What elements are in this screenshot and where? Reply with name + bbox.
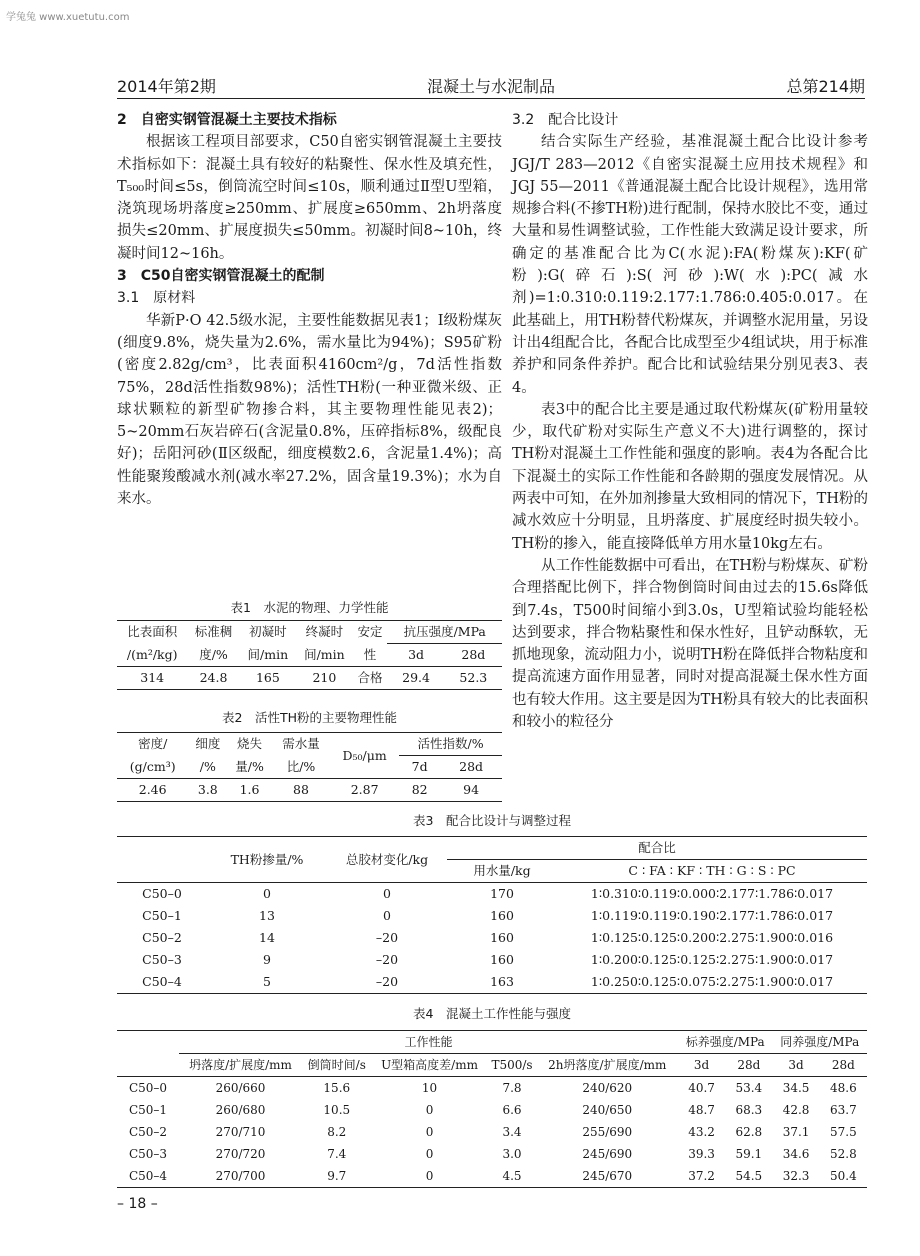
table-row — [117, 1165, 867, 1188]
table-cell: 68.3 — [735, 1103, 763, 1117]
table-cell: 抗压强度/MPa — [387, 621, 502, 644]
table-cell: 0 — [425, 1169, 434, 1183]
watermark: 学兔兔 www.xuetutu.com — [6, 12, 130, 23]
table-4 — [117, 1030, 867, 1188]
table-row — [117, 1099, 867, 1121]
table-row — [117, 883, 867, 906]
table-cell: 24.8 — [199, 670, 228, 685]
table-cell: 间/min — [247, 646, 289, 662]
table-cell: 28d — [737, 1058, 761, 1072]
table-cell: 270/710 — [215, 1125, 266, 1139]
table-cell: TH粉掺量/% — [230, 851, 304, 867]
table-cell: C50–2 — [128, 1125, 168, 1139]
table-cell: 14 — [259, 930, 275, 945]
page-header — [117, 72, 865, 99]
table-cell: 245/690 — [582, 1147, 633, 1161]
table-cell: 270/720 — [215, 1147, 266, 1161]
table-cell: 28d — [461, 647, 486, 662]
table-cell: 用水量/kg — [473, 863, 531, 878]
right-column — [512, 109, 868, 733]
table-cell: C50–0 — [142, 886, 182, 901]
table-cell: 1∶0.310∶0.119∶0.000∶2.177∶1.786∶0.017 — [590, 886, 834, 901]
table-cell: 0 — [383, 886, 391, 901]
table-cell: 270/700 — [215, 1169, 266, 1183]
table-cell: 标养强度/MPa — [678, 1031, 773, 1054]
table-cell: 性 — [363, 646, 377, 662]
table-cell: 3.8 — [197, 782, 218, 797]
section-3-2-title: 3.2 配合比设计 — [512, 112, 619, 128]
table-cell: 细度 — [195, 736, 221, 752]
table-cell: 1.6 — [239, 782, 260, 797]
table-cell: –20 — [375, 952, 399, 967]
table-cell: 3d — [408, 647, 425, 662]
section-3-1-paragraph: 华新P·O 42.5级水泥，主要性能数据见表1；Ⅰ级粉煤灰(细度9.8%，烧失量为2.6%，需水量比为94%)；S95矿粉(密度2.82g/cm³，比表面积4160cm²/g，7d活性指数75%，28d活性指数98%)；活性TH粉(一种亚微米级、正球状颗粒的新型矿物掺合料，其主要物理性能见表2)；5~20mm石灰岩碎石(含泥量0.8%，压碎指标8%，级配良好)；岳阳河砂(Ⅱ区级配，细度模数2.6，含泥量1.4%)；高性能聚羧酸减水剂(减水率27.2%，固含量19.3%)；水为自来水。 — [117, 312, 502, 508]
table-cell: 52.8 — [829, 1147, 857, 1161]
table-cell: 9.7 — [327, 1169, 347, 1183]
table-cell: 160 — [490, 930, 514, 945]
table-cell: 34.5 — [782, 1081, 810, 1095]
table-cell: 245/670 — [582, 1169, 633, 1183]
table-cell: 3.0 — [502, 1147, 522, 1161]
table-3 — [117, 836, 867, 994]
table-cell: 2.46 — [138, 782, 167, 797]
table-row — [117, 1121, 867, 1143]
table-cell: 1∶0.250∶0.125∶0.075∶2.275∶1.900∶0.017 — [590, 974, 834, 989]
issue-label: 2014年第2期 — [117, 77, 216, 96]
table-2-caption: 表2 活性TH粉的主要物理性能 — [222, 710, 397, 725]
table-cell: 39.3 — [688, 1147, 715, 1161]
table-cell: 总胶材变化/kg — [345, 851, 429, 867]
table-cell: 13 — [259, 908, 275, 923]
table-cell: 5 — [263, 974, 271, 989]
section-2-title: 2 自密实钢管混凝土主要技术指标 — [117, 112, 337, 128]
table-cell: /(m²/kg) — [126, 646, 178, 662]
table-cell: 0 — [425, 1147, 434, 1161]
table-row — [117, 905, 867, 927]
table-cell: 0 — [383, 908, 391, 923]
table-cell: 34.6 — [782, 1147, 810, 1161]
table-cell: 50.4 — [829, 1169, 857, 1183]
table-cell: 烧失 — [237, 736, 263, 752]
table-cell: 32.3 — [782, 1169, 810, 1183]
table-cell: 需水量 — [282, 736, 320, 752]
table-cell: 配合比 — [447, 837, 867, 860]
table-cell: 28d — [459, 759, 484, 774]
table-cell: 210 — [312, 670, 337, 685]
table-cell: 94 — [463, 782, 480, 797]
page-number: – 18 – — [117, 1196, 158, 1212]
table-cell: 同养强度/MPa — [772, 1031, 867, 1054]
table-cell: –20 — [375, 974, 399, 989]
table-cell: 比表面积 — [127, 624, 178, 640]
table-cell: 15.6 — [323, 1081, 351, 1095]
table-cell: 标准稠 — [194, 624, 233, 640]
table-cell: 量/% — [235, 758, 264, 774]
table-cell: 82 — [411, 782, 428, 797]
table-row — [117, 949, 867, 971]
table-cell: C50–1 — [142, 908, 182, 923]
table-cell: 1∶0.125∶0.125∶0.200∶2.275∶1.900∶0.016 — [590, 930, 834, 945]
table-cell: 3.4 — [502, 1125, 522, 1139]
table-cell: 7.4 — [327, 1147, 347, 1161]
table-cell: 160 — [490, 952, 514, 967]
table-cell: 52.3 — [459, 670, 488, 685]
table-cell: 工作性能 — [179, 1031, 678, 1054]
table-cell: 10 — [421, 1081, 438, 1095]
table-row — [117, 927, 867, 949]
table-cell: C50–4 — [128, 1169, 168, 1183]
table-cell: 163 — [490, 974, 514, 989]
table-cell: 42.8 — [782, 1103, 810, 1117]
table-1 — [117, 620, 502, 690]
table-cell: 255/690 — [582, 1125, 633, 1139]
table-cell: C50–4 — [142, 974, 182, 989]
total-issue-label: 总第214期 — [786, 77, 865, 96]
left-column — [117, 109, 502, 510]
table-cell: 37.1 — [782, 1125, 810, 1139]
table-cell: 48.7 — [688, 1103, 715, 1117]
table-cell: 48.6 — [829, 1081, 857, 1095]
section-3-1-title: 3.1 原材料 — [117, 290, 196, 307]
table-cell: 240/620 — [582, 1081, 633, 1095]
table-cell: 28d — [831, 1058, 855, 1072]
table-3-caption: 表3 配合比设计与调整过程 — [413, 813, 571, 828]
table-row — [117, 667, 502, 690]
table-cell: 2.87 — [350, 782, 379, 797]
table-cell: C50–0 — [128, 1081, 168, 1095]
table-cell: 倒筒时间/s — [307, 1058, 366, 1072]
table-cell: 安定 — [357, 624, 383, 640]
table-cell: 坍落度/扩展度/mm — [189, 1058, 292, 1072]
table-cell: 43.2 — [688, 1125, 715, 1139]
table-cell: 2h坍落度/扩展度/mm — [548, 1058, 667, 1072]
table-cell: 初凝时 — [249, 624, 287, 640]
table-cell: 260/680 — [215, 1103, 266, 1117]
table-cell: 密度/ — [138, 736, 168, 752]
table-cell: 1∶0.119∶0.119∶0.190∶2.177∶1.786∶0.017 — [590, 908, 834, 923]
table-cell: 165 — [255, 670, 280, 685]
table-cell: C ∶ FA ∶ KF ∶ TH ∶ G ∶ S ∶ PC — [628, 863, 796, 878]
table-row — [117, 1143, 867, 1165]
table-cell: 29.4 — [402, 670, 430, 685]
table-cell: 37.2 — [688, 1169, 715, 1183]
table-cell: C50–2 — [142, 930, 182, 945]
table-cell: 9 — [263, 952, 271, 967]
table-cell: 53.4 — [735, 1081, 763, 1095]
table-cell: 170 — [490, 886, 514, 901]
table-cell: 终凝时 — [305, 624, 344, 640]
table-cell: (g/cm³) — [129, 758, 176, 774]
table-cell: 3d — [788, 1058, 804, 1072]
table-cell — [117, 837, 207, 883]
table-cell: 活性指数/% — [399, 733, 502, 756]
table-cell: 比/% — [286, 758, 316, 774]
table-1-caption: 表1 水泥的物理、力学性能 — [230, 600, 389, 615]
table-cell: C50–3 — [128, 1147, 168, 1161]
table-cell: 59.1 — [735, 1147, 763, 1161]
table-row — [117, 1077, 867, 1100]
table-cell: 10.5 — [323, 1103, 351, 1117]
table-cell: T500/s — [491, 1058, 533, 1072]
table-cell: 3d — [693, 1058, 710, 1072]
table-4-caption: 表4 混凝土工作性能与强度 — [413, 1006, 571, 1021]
table-cell: 40.7 — [688, 1081, 715, 1095]
table-cell: 8.2 — [327, 1125, 347, 1139]
table-cell: /% — [199, 758, 216, 774]
table-cell: 7d — [411, 759, 428, 774]
table-row — [117, 779, 502, 802]
table-cell: 0 — [425, 1103, 434, 1117]
section-3-title: 3 C50自密实钢管混凝土的配制 — [117, 268, 325, 285]
table-cell: D₅₀/μm — [342, 747, 387, 763]
table-row — [117, 971, 867, 994]
table-cell: 88 — [293, 782, 309, 797]
table-cell: 1∶0.200∶0.125∶0.125∶2.275∶1.900∶0.017 — [590, 952, 834, 967]
table-cell: 63.7 — [829, 1103, 857, 1117]
table-cell: 240/650 — [582, 1103, 633, 1117]
table-cell: 4.5 — [502, 1169, 522, 1183]
table-cell: 314 — [140, 670, 165, 685]
table-cell: 57.5 — [829, 1125, 857, 1139]
section-3-2-paragraph-3: 从工作性能数据中可看出，在TH粉与粉煤灰、矿粉合理搭配比例下，拌合物倒筒时间由过去的15.6s降低到7.4s，T500时间缩小到3.0s，U型箱试验均能轻松达到要求，拌合物粘聚性和保水性好，且铲动酥软，无抓地现象，流动阻力小，说明TH粉在降低拌合物粘度和提高流速方面作用显著，同时对提高混凝土保水性方面也有较大作用。这主要是因为TH粉具有较大的比表面积和较小的粒径分 — [512, 557, 868, 731]
section-2-paragraph: 根据该工程项目部要求，C50自密实钢管混凝土主要技术指标如下：混凝土具有较好的粘聚性、保水性及填充性，T₅₀₀时间≤5s，倒筒流空时间≤10s，顺利通过Ⅱ型U型箱，浇筑现场坍落度≥250mm、扩展度≥650mm、2h坍落度损失≤20mm、扩展度损失≤50mm。初凝时间8~10h，终凝时间12~16h。 — [117, 134, 502, 262]
table-cell: –20 — [375, 930, 399, 945]
table-cell: 6.6 — [502, 1103, 522, 1117]
table-2 — [117, 732, 502, 802]
table-cell: 54.5 — [735, 1169, 763, 1183]
table-cell: 7.8 — [502, 1081, 522, 1095]
section-3-2-paragraph-2: 表3中的配合比主要是通过取代粉煤灰(矿粉用量较少，取代矿粉对实际生产意义不大)进行调整的，探讨TH粉对混凝土工作性能和强度的影响。表4为各配合比下混凝土的实际工作性能和各龄期的强度发展情况。从两表中可知，在外加剂掺量大致相同的情况下，TH粉的减水效应十分明显，且坍落度、扩展度经时损失较小。TH粉的掺入，能直接降低单方用水量10kg左右。 — [512, 401, 868, 552]
table-cell: 160 — [490, 908, 514, 923]
section-3-2-paragraph-1: 结合实际生产经验，基准混凝土配合比设计参考JGJ/T 283—2012《自密实混凝土应用技术规程》和JGJ 55—2011《普通混凝土配合比设计规程》，选用常规掺合料(不掺TH粉)进行配制，保持水胶比不变，通过大量和易性调整试验，工作性能大致满足设计要求，所确定的基准配合比为C(水泥):FA(粉煤灰):KF(矿粉):G(碎石):S(河砂):W(水):PC(减水剂)=1:0.310:0.119:2.177:1.786:0.405:0.017。在此基础上，用TH粉替代粉煤灰，并调整水泥用量，另设计出4组配合比，各配合比成型至少4组试块，用于标准养护和同条件养护。配合比和试验结果分别见表3、表4。 — [512, 134, 868, 396]
table-cell: C50–3 — [142, 952, 182, 967]
table-cell: 间/min — [304, 646, 345, 662]
table-cell: C50–1 — [128, 1103, 168, 1117]
table-cell: 度/% — [199, 646, 228, 662]
table-cell — [117, 1031, 179, 1077]
table-cell: 62.8 — [735, 1125, 763, 1139]
table-cell: 0 — [425, 1125, 434, 1139]
table-cell: U型箱高度差/mm — [381, 1058, 478, 1072]
table-cell: 260/660 — [215, 1081, 266, 1095]
table-cell: 0 — [263, 886, 271, 901]
table-cell: 合格 — [357, 670, 383, 685]
journal-title: 混凝土与水泥制品 — [426, 77, 555, 96]
